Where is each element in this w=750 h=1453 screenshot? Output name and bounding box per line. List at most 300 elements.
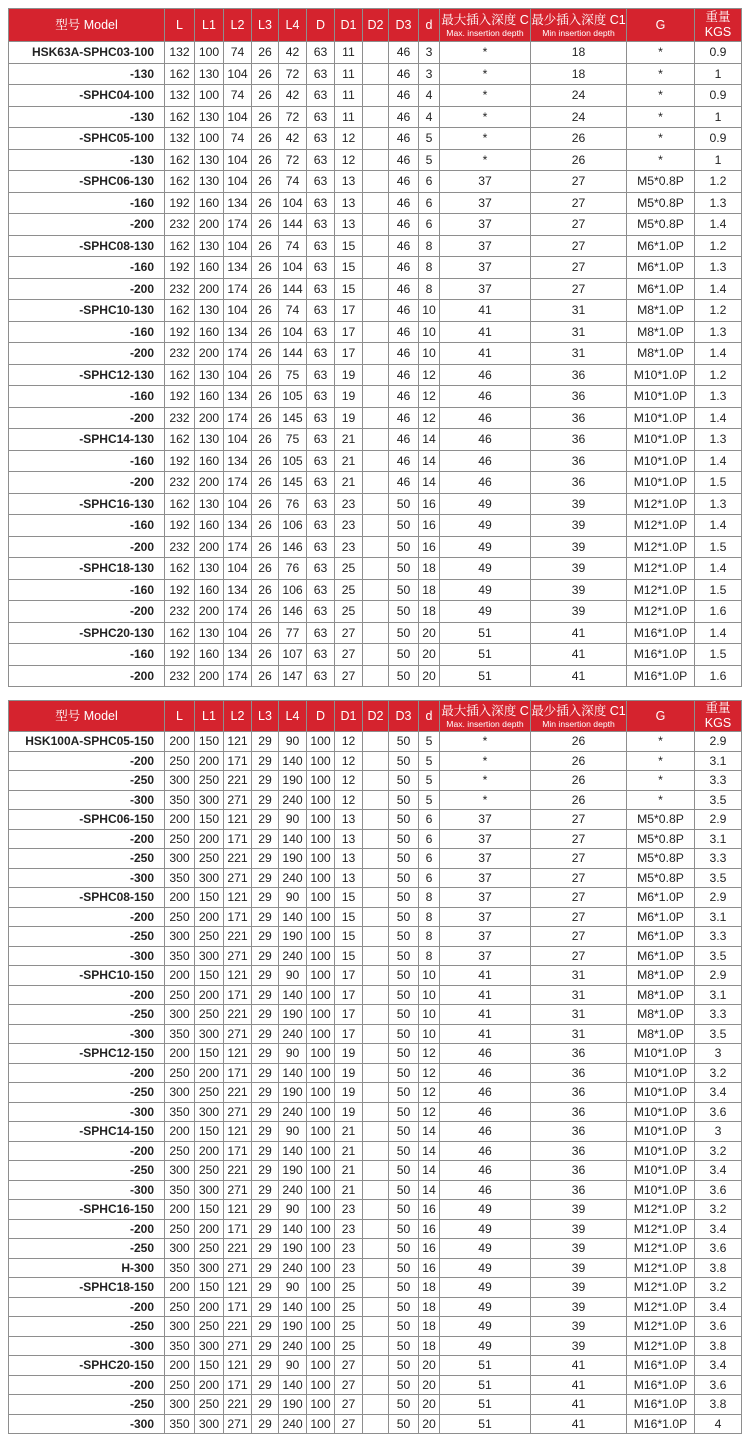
cell-model: -160 [9, 644, 165, 666]
cell-d: 10 [419, 343, 440, 365]
cell-D: 63 [307, 622, 335, 644]
cell-weight: 1.5 [695, 472, 742, 494]
cell-model: -SPHC12-130 [9, 364, 165, 386]
cell-L3: 26 [252, 364, 279, 386]
cell-d: 18 [419, 1278, 440, 1298]
cell-model: -200 [9, 601, 165, 623]
cell-L: 232 [165, 472, 195, 494]
cell-max-depth: 37 [440, 257, 531, 279]
cell-D1: 13 [335, 868, 363, 888]
cell-D: 63 [307, 386, 335, 408]
cell-L3: 29 [252, 1375, 279, 1395]
cell-L3: 26 [252, 128, 279, 150]
cell-D: 100 [307, 751, 335, 771]
cell-weight: 1.3 [695, 257, 742, 279]
cell-L3: 26 [252, 321, 279, 343]
cell-L: 192 [165, 192, 195, 214]
header-max-depth-label: 最大插入深度 C [441, 703, 529, 718]
cell-L3: 29 [252, 1297, 279, 1317]
cell-max-depth: 51 [440, 1356, 531, 1376]
table-row [9, 849, 742, 869]
cell-L2: 74 [224, 128, 252, 150]
cell-G: * [627, 85, 695, 107]
cell-G: M10*1.0P [627, 407, 695, 429]
cell-L4: 90 [279, 966, 307, 986]
cell-L1: 200 [195, 1375, 224, 1395]
cell-D2 [363, 1063, 389, 1083]
cell-min-depth: 31 [531, 321, 627, 343]
cell-G: M10*1.0P [627, 429, 695, 451]
cell-d: 5 [419, 790, 440, 810]
header-L: L [165, 9, 195, 42]
cell-L: 200 [165, 1044, 195, 1064]
cell-L3: 29 [252, 1005, 279, 1025]
cell-min-depth: 26 [531, 732, 627, 752]
cell-L: 200 [165, 810, 195, 830]
cell-model: -250 [9, 1317, 165, 1337]
cell-max-depth: 41 [440, 321, 531, 343]
cell-D2 [363, 558, 389, 580]
cell-D3: 50 [389, 579, 419, 601]
cell-L4: 240 [279, 1414, 307, 1434]
cell-model: -SPHC20-150 [9, 1356, 165, 1376]
cell-max-depth: 46 [440, 450, 531, 472]
cell-L3: 29 [252, 1161, 279, 1181]
table-row [9, 1200, 742, 1220]
header-L4: L4 [279, 9, 307, 42]
cell-G: M5*0.8P [627, 868, 695, 888]
cell-model: -250 [9, 1239, 165, 1259]
cell-D: 100 [307, 829, 335, 849]
cell-D2 [363, 579, 389, 601]
cell-model: -160 [9, 321, 165, 343]
cell-weight: 3.8 [695, 1258, 742, 1278]
cell-D1: 17 [335, 300, 363, 322]
cell-min-depth: 36 [531, 407, 627, 429]
cell-model: -250 [9, 1161, 165, 1181]
cell-d: 8 [419, 927, 440, 947]
cell-G: M8*1.0P [627, 1005, 695, 1025]
table-row [9, 1122, 742, 1142]
cell-weight: 1.3 [695, 192, 742, 214]
cell-d: 5 [419, 128, 440, 150]
cell-min-depth: 41 [531, 622, 627, 644]
cell-d: 8 [419, 888, 440, 908]
cell-L1: 300 [195, 1102, 224, 1122]
cell-G: M10*1.0P [627, 1161, 695, 1181]
cell-L2: 134 [224, 515, 252, 537]
cell-max-depth: 41 [440, 985, 531, 1005]
cell-L4: 76 [279, 493, 307, 515]
cell-G: M16*1.0P [627, 1356, 695, 1376]
cell-max-depth: * [440, 85, 531, 107]
cell-L2: 104 [224, 63, 252, 85]
table-row [9, 128, 742, 150]
cell-L4: 72 [279, 106, 307, 128]
cell-D2 [363, 1122, 389, 1142]
cell-L2: 174 [224, 278, 252, 300]
cell-D3: 50 [389, 1005, 419, 1025]
cell-max-depth: 46 [440, 1102, 531, 1122]
cell-L: 350 [165, 1414, 195, 1434]
cell-L3: 29 [252, 985, 279, 1005]
cell-D2 [363, 515, 389, 537]
cell-L: 250 [165, 1375, 195, 1395]
cell-D2 [363, 1278, 389, 1298]
cell-min-depth: 27 [531, 278, 627, 300]
cell-G: M5*0.8P [627, 192, 695, 214]
cell-model: HSK100A-SPHC05-150 [9, 732, 165, 752]
cell-L2: 121 [224, 732, 252, 752]
cell-D3: 50 [389, 810, 419, 830]
header-weight-label: 重量 [705, 701, 731, 715]
cell-max-depth: 49 [440, 1278, 531, 1298]
cell-L1: 250 [195, 1317, 224, 1337]
cell-L: 232 [165, 536, 195, 558]
cell-max-depth: 46 [440, 472, 531, 494]
cell-min-depth: 26 [531, 751, 627, 771]
cell-D: 100 [307, 1122, 335, 1142]
cell-L: 162 [165, 235, 195, 257]
cell-D2 [363, 751, 389, 771]
cell-L4: 240 [279, 1258, 307, 1278]
cell-weight: 3.2 [695, 1063, 742, 1083]
cell-D2 [363, 829, 389, 849]
cell-D1: 21 [335, 472, 363, 494]
header-model: 型号 Model [9, 9, 165, 42]
table-row [9, 665, 742, 687]
cell-L3: 29 [252, 849, 279, 869]
cell-G: * [627, 751, 695, 771]
cell-G: M6*1.0P [627, 888, 695, 908]
cell-D: 63 [307, 450, 335, 472]
table-row [9, 1239, 742, 1259]
cell-D: 63 [307, 171, 335, 193]
cell-G: M10*1.0P [627, 1063, 695, 1083]
cell-D1: 13 [335, 192, 363, 214]
cell-max-depth: 37 [440, 829, 531, 849]
cell-L4: 104 [279, 192, 307, 214]
cell-L2: 174 [224, 601, 252, 623]
cell-L4: 72 [279, 63, 307, 85]
cell-L4: 190 [279, 1239, 307, 1259]
cell-D1: 17 [335, 1005, 363, 1025]
header-min-depth-label: 最少插入深度 C1 [531, 12, 626, 27]
cell-L2: 121 [224, 1044, 252, 1064]
cell-weight: 3.1 [695, 829, 742, 849]
cell-G: M6*1.0P [627, 235, 695, 257]
cell-L1: 100 [195, 42, 224, 64]
cell-weight: 1.2 [695, 300, 742, 322]
cell-G: M5*0.8P [627, 810, 695, 830]
cell-d: 14 [419, 1122, 440, 1142]
cell-weight: 1 [695, 63, 742, 85]
cell-d: 8 [419, 946, 440, 966]
table-row [9, 429, 742, 451]
table-body [9, 42, 742, 687]
cell-d: 6 [419, 171, 440, 193]
cell-D: 100 [307, 1317, 335, 1337]
cell-min-depth: 39 [531, 558, 627, 580]
cell-L: 192 [165, 386, 195, 408]
cell-weight: 2.9 [695, 966, 742, 986]
cell-L4: 90 [279, 888, 307, 908]
cell-weight: 3.5 [695, 1024, 742, 1044]
cell-L: 232 [165, 343, 195, 365]
cell-D: 63 [307, 579, 335, 601]
cell-L3: 29 [252, 1414, 279, 1434]
cell-d: 20 [419, 1375, 440, 1395]
cell-L4: 140 [279, 907, 307, 927]
cell-min-depth: 39 [531, 1317, 627, 1337]
cell-L3: 29 [252, 1395, 279, 1415]
cell-model: -200 [9, 665, 165, 687]
cell-L4: 240 [279, 946, 307, 966]
cell-D2 [363, 85, 389, 107]
cell-min-depth: 41 [531, 665, 627, 687]
cell-d: 5 [419, 149, 440, 171]
cell-L: 192 [165, 257, 195, 279]
table-row [9, 364, 742, 386]
cell-D1: 25 [335, 1317, 363, 1337]
cell-D3: 50 [389, 849, 419, 869]
cell-L: 162 [165, 106, 195, 128]
cell-G: M12*1.0P [627, 1317, 695, 1337]
cell-L4: 144 [279, 343, 307, 365]
cell-D3: 50 [389, 1102, 419, 1122]
cell-D1: 25 [335, 579, 363, 601]
cell-D2 [363, 790, 389, 810]
cell-min-depth: 24 [531, 106, 627, 128]
cell-D3: 50 [389, 1063, 419, 1083]
cell-L1: 200 [195, 407, 224, 429]
cell-L2: 174 [224, 536, 252, 558]
cell-L1: 150 [195, 1122, 224, 1142]
cell-D3: 50 [389, 515, 419, 537]
cell-weight: 1 [695, 106, 742, 128]
cell-D3: 46 [389, 321, 419, 343]
cell-D2 [363, 1102, 389, 1122]
cell-L: 300 [165, 1239, 195, 1259]
cell-G: M8*1.0P [627, 966, 695, 986]
cell-model: -200 [9, 1375, 165, 1395]
cell-D: 63 [307, 665, 335, 687]
cell-max-depth: 41 [440, 1024, 531, 1044]
cell-G: M16*1.0P [627, 1395, 695, 1415]
cell-L4: 77 [279, 622, 307, 644]
cell-model: -SPHC16-130 [9, 493, 165, 515]
cell-min-depth: 36 [531, 1180, 627, 1200]
cell-L4: 240 [279, 1024, 307, 1044]
cell-L2: 221 [224, 1005, 252, 1025]
cell-d: 10 [419, 321, 440, 343]
table-row [9, 868, 742, 888]
cell-L1: 200 [195, 1141, 224, 1161]
cell-d: 16 [419, 536, 440, 558]
cell-D: 63 [307, 343, 335, 365]
cell-L1: 150 [195, 966, 224, 986]
cell-L1: 150 [195, 1278, 224, 1298]
cell-min-depth: 27 [531, 235, 627, 257]
cell-G: M16*1.0P [627, 1414, 695, 1434]
cell-L3: 29 [252, 1141, 279, 1161]
cell-D1: 23 [335, 515, 363, 537]
cell-min-depth: 27 [531, 849, 627, 869]
cell-L: 162 [165, 622, 195, 644]
cell-D3: 50 [389, 732, 419, 752]
cell-max-depth: 46 [440, 1083, 531, 1103]
cell-D3: 50 [389, 946, 419, 966]
table-row [9, 1161, 742, 1181]
cell-L2: 271 [224, 1024, 252, 1044]
cell-L4: 145 [279, 472, 307, 494]
table-row [9, 751, 742, 771]
table-row [9, 1102, 742, 1122]
table-row [9, 1395, 742, 1415]
cell-L: 250 [165, 985, 195, 1005]
cell-weight: 0.9 [695, 128, 742, 150]
cell-D3: 46 [389, 192, 419, 214]
cell-D: 100 [307, 771, 335, 791]
cell-D2 [363, 128, 389, 150]
cell-L1: 250 [195, 1005, 224, 1025]
cell-G: M8*1.0P [627, 300, 695, 322]
table-row [9, 63, 742, 85]
cell-D1: 12 [335, 128, 363, 150]
cell-D2 [363, 601, 389, 623]
cell-min-depth: 31 [531, 300, 627, 322]
cell-L2: 271 [224, 868, 252, 888]
cell-L3: 26 [252, 515, 279, 537]
cell-D2 [363, 1161, 389, 1181]
table-row [9, 622, 742, 644]
cell-L1: 250 [195, 1395, 224, 1415]
cell-model: -300 [9, 790, 165, 810]
cell-L2: 221 [224, 927, 252, 947]
cell-model: -200 [9, 985, 165, 1005]
cell-d: 12 [419, 407, 440, 429]
cell-model: -200 [9, 1063, 165, 1083]
cell-weight: 3.8 [695, 1336, 742, 1356]
cell-d: 16 [419, 1258, 440, 1278]
cell-model: -300 [9, 1414, 165, 1434]
cell-L1: 130 [195, 106, 224, 128]
header-L2: L2 [224, 9, 252, 42]
cell-L: 300 [165, 1005, 195, 1025]
cell-D1: 25 [335, 1336, 363, 1356]
cell-d: 10 [419, 966, 440, 986]
cell-D3: 50 [389, 1044, 419, 1064]
cell-model: -130 [9, 106, 165, 128]
cell-L1: 250 [195, 1239, 224, 1259]
cell-weight: 1.2 [695, 364, 742, 386]
header-D2: D2 [363, 701, 389, 732]
cell-G: M12*1.0P [627, 1336, 695, 1356]
cell-D2 [363, 407, 389, 429]
cell-D3: 50 [389, 1024, 419, 1044]
cell-max-depth: 37 [440, 927, 531, 947]
cell-D1: 23 [335, 1200, 363, 1220]
cell-D: 100 [307, 1005, 335, 1025]
cell-d: 20 [419, 622, 440, 644]
cell-D3: 50 [389, 1395, 419, 1415]
cell-D3: 50 [389, 1219, 419, 1239]
cell-L1: 250 [195, 927, 224, 947]
cell-D1: 17 [335, 1024, 363, 1044]
cell-D: 100 [307, 1063, 335, 1083]
cell-D: 100 [307, 1200, 335, 1220]
cell-L3: 26 [252, 579, 279, 601]
cell-min-depth: 27 [531, 829, 627, 849]
table-row [9, 732, 742, 752]
cell-G: M12*1.0P [627, 515, 695, 537]
cell-min-depth: 24 [531, 85, 627, 107]
cell-model: -SPHC20-130 [9, 622, 165, 644]
cell-L: 162 [165, 171, 195, 193]
cell-d: 12 [419, 1044, 440, 1064]
cell-L2: 74 [224, 85, 252, 107]
cell-L2: 221 [224, 771, 252, 791]
cell-L1: 160 [195, 515, 224, 537]
cell-D: 63 [307, 278, 335, 300]
cell-L1: 160 [195, 644, 224, 666]
cell-L2: 221 [224, 1395, 252, 1415]
cell-L4: 190 [279, 849, 307, 869]
cell-D2 [363, 493, 389, 515]
cell-D3: 50 [389, 1278, 419, 1298]
cell-d: 8 [419, 907, 440, 927]
cell-max-depth: 49 [440, 1336, 531, 1356]
cell-G: M8*1.0P [627, 321, 695, 343]
cell-G: M5*0.8P [627, 214, 695, 236]
cell-L: 200 [165, 1200, 195, 1220]
cell-D1: 17 [335, 321, 363, 343]
cell-L: 300 [165, 771, 195, 791]
cell-D3: 50 [389, 1122, 419, 1142]
header-weight [695, 701, 742, 732]
cell-L2: 171 [224, 1063, 252, 1083]
cell-D: 100 [307, 732, 335, 752]
cell-L1: 150 [195, 732, 224, 752]
cell-D2 [363, 665, 389, 687]
cell-L1: 150 [195, 1356, 224, 1376]
cell-min-depth: 39 [531, 1258, 627, 1278]
cell-D2 [363, 868, 389, 888]
cell-max-depth: 37 [440, 235, 531, 257]
cell-L: 192 [165, 579, 195, 601]
cell-L3: 26 [252, 106, 279, 128]
cell-D2 [363, 429, 389, 451]
cell-max-depth: 46 [440, 407, 531, 429]
cell-d: 20 [419, 644, 440, 666]
cell-L2: 171 [224, 907, 252, 927]
cell-D2 [363, 644, 389, 666]
cell-weight: 2.9 [695, 888, 742, 908]
cell-L2: 174 [224, 407, 252, 429]
cell-L4: 90 [279, 1122, 307, 1142]
cell-min-depth: 36 [531, 429, 627, 451]
cell-D3: 50 [389, 985, 419, 1005]
cell-D1: 15 [335, 235, 363, 257]
cell-min-depth: 41 [531, 1395, 627, 1415]
cell-L3: 26 [252, 644, 279, 666]
cell-d: 8 [419, 235, 440, 257]
cell-L1: 160 [195, 579, 224, 601]
header-G: G [627, 701, 695, 732]
header-D3: D3 [389, 701, 419, 732]
cell-D3: 50 [389, 1141, 419, 1161]
cell-L2: 104 [224, 149, 252, 171]
